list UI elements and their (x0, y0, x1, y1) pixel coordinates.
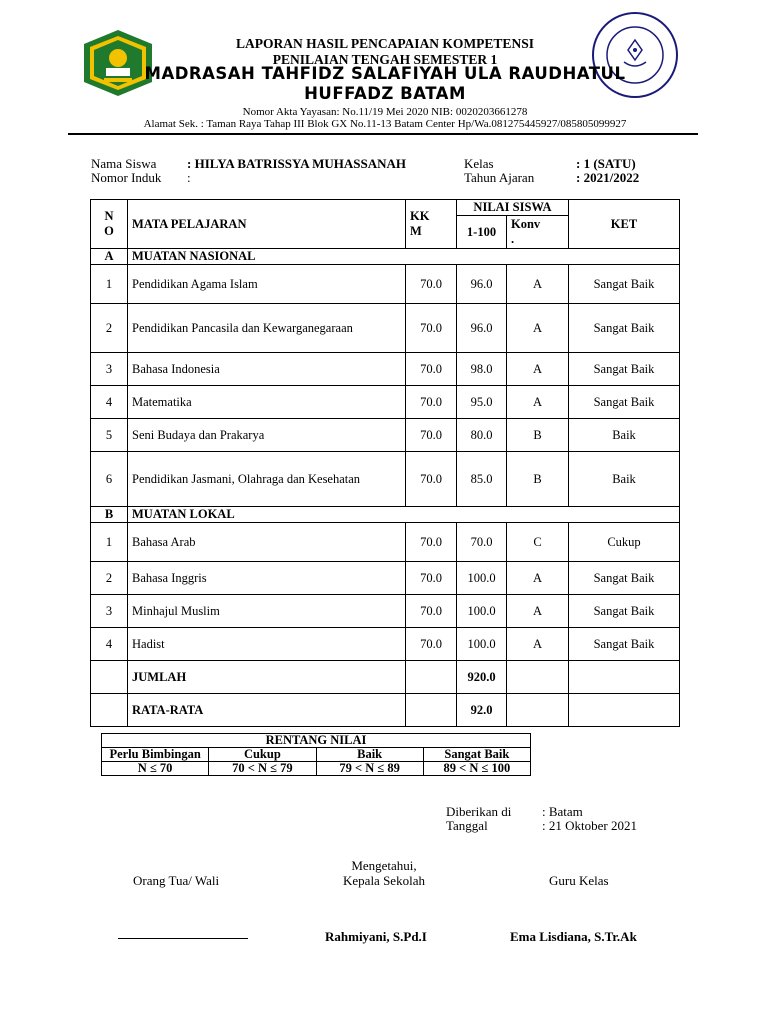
score-value: 80.0 (457, 419, 507, 452)
header-subject: MATA PELAJARAN (128, 200, 406, 249)
conversion-value: A (507, 595, 569, 628)
range-value: 89 < N ≤ 100 (423, 762, 530, 776)
subject-name: Bahasa Inggris (128, 562, 406, 595)
header-divider (68, 133, 698, 135)
remarks-value: Sangat Baik (569, 386, 680, 419)
total-row (91, 661, 680, 694)
issued-date-value: : 21 Oktober 2021 (542, 818, 637, 833)
range-value: 70 < N ≤ 79 (209, 762, 316, 776)
section-code: B (91, 507, 128, 523)
row-number: 2 (91, 562, 128, 595)
subject-name: Matematika (128, 386, 406, 419)
kkm-value: 70.0 (406, 595, 457, 628)
conversion-value: B (507, 419, 569, 452)
school-name-line1: MADRASAH TAHFIDZ SALAFIYAH ULA RAUDHATUL (144, 64, 626, 83)
subject-name: Minhajul Muslim (128, 595, 406, 628)
ministry-logo (80, 28, 156, 98)
conversion-value: C (507, 523, 569, 562)
teacher-name: Ema Lisdiana, S.Tr.Ak (510, 929, 637, 944)
conversion-value: B (507, 452, 569, 507)
row-number: 1 (91, 265, 128, 304)
kkm-value: 70.0 (406, 304, 457, 353)
table-row (91, 265, 680, 304)
issued-at-value: : Batam (542, 804, 583, 819)
parent-title: Orang Tua/ Wali (133, 873, 220, 888)
subject-name: Pendidikan Agama Islam (128, 265, 406, 304)
report-subtitle: PENILAIAN TENGAH SEMESTER 1 (272, 52, 498, 67)
kkm-value: 70.0 (406, 265, 457, 304)
principal-title: Kepala Sekolah (343, 873, 425, 888)
range-header: Perlu Bimbingan (102, 748, 209, 762)
academic-year-value: : 2021/2022 (576, 170, 640, 185)
total-label: JUMLAH (128, 661, 406, 694)
conversion-value: A (507, 386, 569, 419)
conversion-value: A (507, 628, 569, 661)
parent-signature-line (118, 938, 248, 939)
issued-date-label: Tanggal (446, 818, 488, 833)
header-no: N O (91, 200, 128, 249)
conversion-value: A (507, 265, 569, 304)
score-value: 100.0 (457, 628, 507, 661)
kkm-value: 70.0 (406, 523, 457, 562)
table-row (91, 353, 680, 386)
table-row (91, 419, 680, 452)
header-student-score: NILAI SISWA (457, 200, 569, 216)
subject-name: Bahasa Arab (128, 523, 406, 562)
header-conversion: Konv . (507, 216, 569, 249)
conversion-value: A (507, 353, 569, 386)
score-value: 96.0 (457, 304, 507, 353)
remarks-value: Baik (569, 419, 680, 452)
remarks-value: Baik (569, 452, 680, 507)
issued-at-label: Diberikan di (446, 804, 512, 819)
student-id-value: : (187, 170, 191, 185)
class-value: : 1 (SATU) (576, 156, 636, 171)
foundation-deed-number: Nomor Akta Yayasan: No.11/19 Mei 2020 NIB: 0020203661278 (242, 106, 528, 118)
kkm-value: 70.0 (406, 353, 457, 386)
total-value: 920.0 (457, 661, 507, 694)
subject-name: Seni Budaya dan Prakarya (128, 419, 406, 452)
header-remarks: KET (569, 200, 680, 249)
average-label: RATA-RATA (128, 694, 406, 727)
grades-table (90, 199, 680, 727)
subject-name: Pendidikan Pancasila dan Kewarganegaraan (128, 304, 406, 353)
table-row (91, 304, 680, 353)
table-row (91, 452, 680, 507)
report-title: LAPORAN HASIL PENCAPAIAN KOMPETENSI (236, 36, 534, 51)
table-row (91, 523, 680, 562)
score-value: 70.0 (457, 523, 507, 562)
row-number: 4 (91, 386, 128, 419)
range-header: Sangat Baik (423, 748, 530, 762)
remarks-value: Sangat Baik (569, 595, 680, 628)
range-header: Baik (316, 748, 423, 762)
remarks-value: Sangat Baik (569, 353, 680, 386)
score-range-table (101, 733, 531, 776)
score-value: 96.0 (457, 265, 507, 304)
header-score-range: 1-100 (457, 216, 507, 249)
average-value: 92.0 (457, 694, 507, 727)
row-number: 6 (91, 452, 128, 507)
school-address: Alamat Sek. : Taman Raya Tahap III Blok GX No.11-13 Batam Center Hp/Wa.081275445927/085805099927 (143, 118, 627, 130)
row-number: 2 (91, 304, 128, 353)
row-number: 1 (91, 523, 128, 562)
average-row (91, 694, 680, 727)
range-title: RENTANG NILAI (102, 734, 531, 748)
student-id-label: Nomor Induk (91, 170, 162, 185)
table-row (91, 628, 680, 661)
teacher-title: Guru Kelas (549, 873, 609, 888)
score-value: 100.0 (457, 562, 507, 595)
range-value: N ≤ 70 (102, 762, 209, 776)
score-value: 100.0 (457, 595, 507, 628)
remarks-value: Sangat Baik (569, 304, 680, 353)
subject-name: Hadist (128, 628, 406, 661)
table-row (91, 562, 680, 595)
school-name-line2: HUFFADZ BATAM (304, 84, 466, 103)
header-kkm: KK M (406, 200, 457, 249)
row-number: 3 (91, 595, 128, 628)
score-value: 95.0 (457, 386, 507, 419)
acknowledged-label: Mengetahui, (351, 858, 417, 873)
principal-name: Rahmiyani, S.Pd.I (325, 929, 427, 944)
remarks-value: Sangat Baik (569, 628, 680, 661)
range-header: Cukup (209, 748, 316, 762)
conversion-value: A (507, 304, 569, 353)
academic-year-label: Tahun Ajaran (464, 170, 535, 185)
section-code: A (91, 249, 128, 265)
row-number: 3 (91, 353, 128, 386)
section-label: MUATAN LOKAL (128, 507, 680, 523)
row-number: 5 (91, 419, 128, 452)
student-name-value: : HILYA BATRISSYA MUHASSANAH (187, 156, 407, 171)
remarks-value: Sangat Baik (569, 265, 680, 304)
score-value: 85.0 (457, 452, 507, 507)
subject-name: Bahasa Indonesia (128, 353, 406, 386)
section-label: MUATAN NASIONAL (128, 249, 680, 265)
range-value: 79 < N ≤ 89 (316, 762, 423, 776)
kkm-value: 70.0 (406, 628, 457, 661)
row-number: 4 (91, 628, 128, 661)
student-name-label: Nama Siswa (91, 156, 157, 171)
table-row (91, 595, 680, 628)
remarks-value: Sangat Baik (569, 562, 680, 595)
kkm-value: 70.0 (406, 419, 457, 452)
kkm-value: 70.0 (406, 386, 457, 419)
table-row (91, 386, 680, 419)
score-value: 98.0 (457, 353, 507, 386)
class-label: Kelas (464, 156, 494, 171)
subject-name: Pendidikan Jasmani, Olahraga dan Kesehatan (128, 452, 406, 507)
kkm-value: 70.0 (406, 452, 457, 507)
section-row-local (91, 507, 680, 523)
conversion-value: A (507, 562, 569, 595)
section-row-national (91, 249, 680, 265)
remarks-value: Cukup (569, 523, 680, 562)
kkm-value: 70.0 (406, 562, 457, 595)
